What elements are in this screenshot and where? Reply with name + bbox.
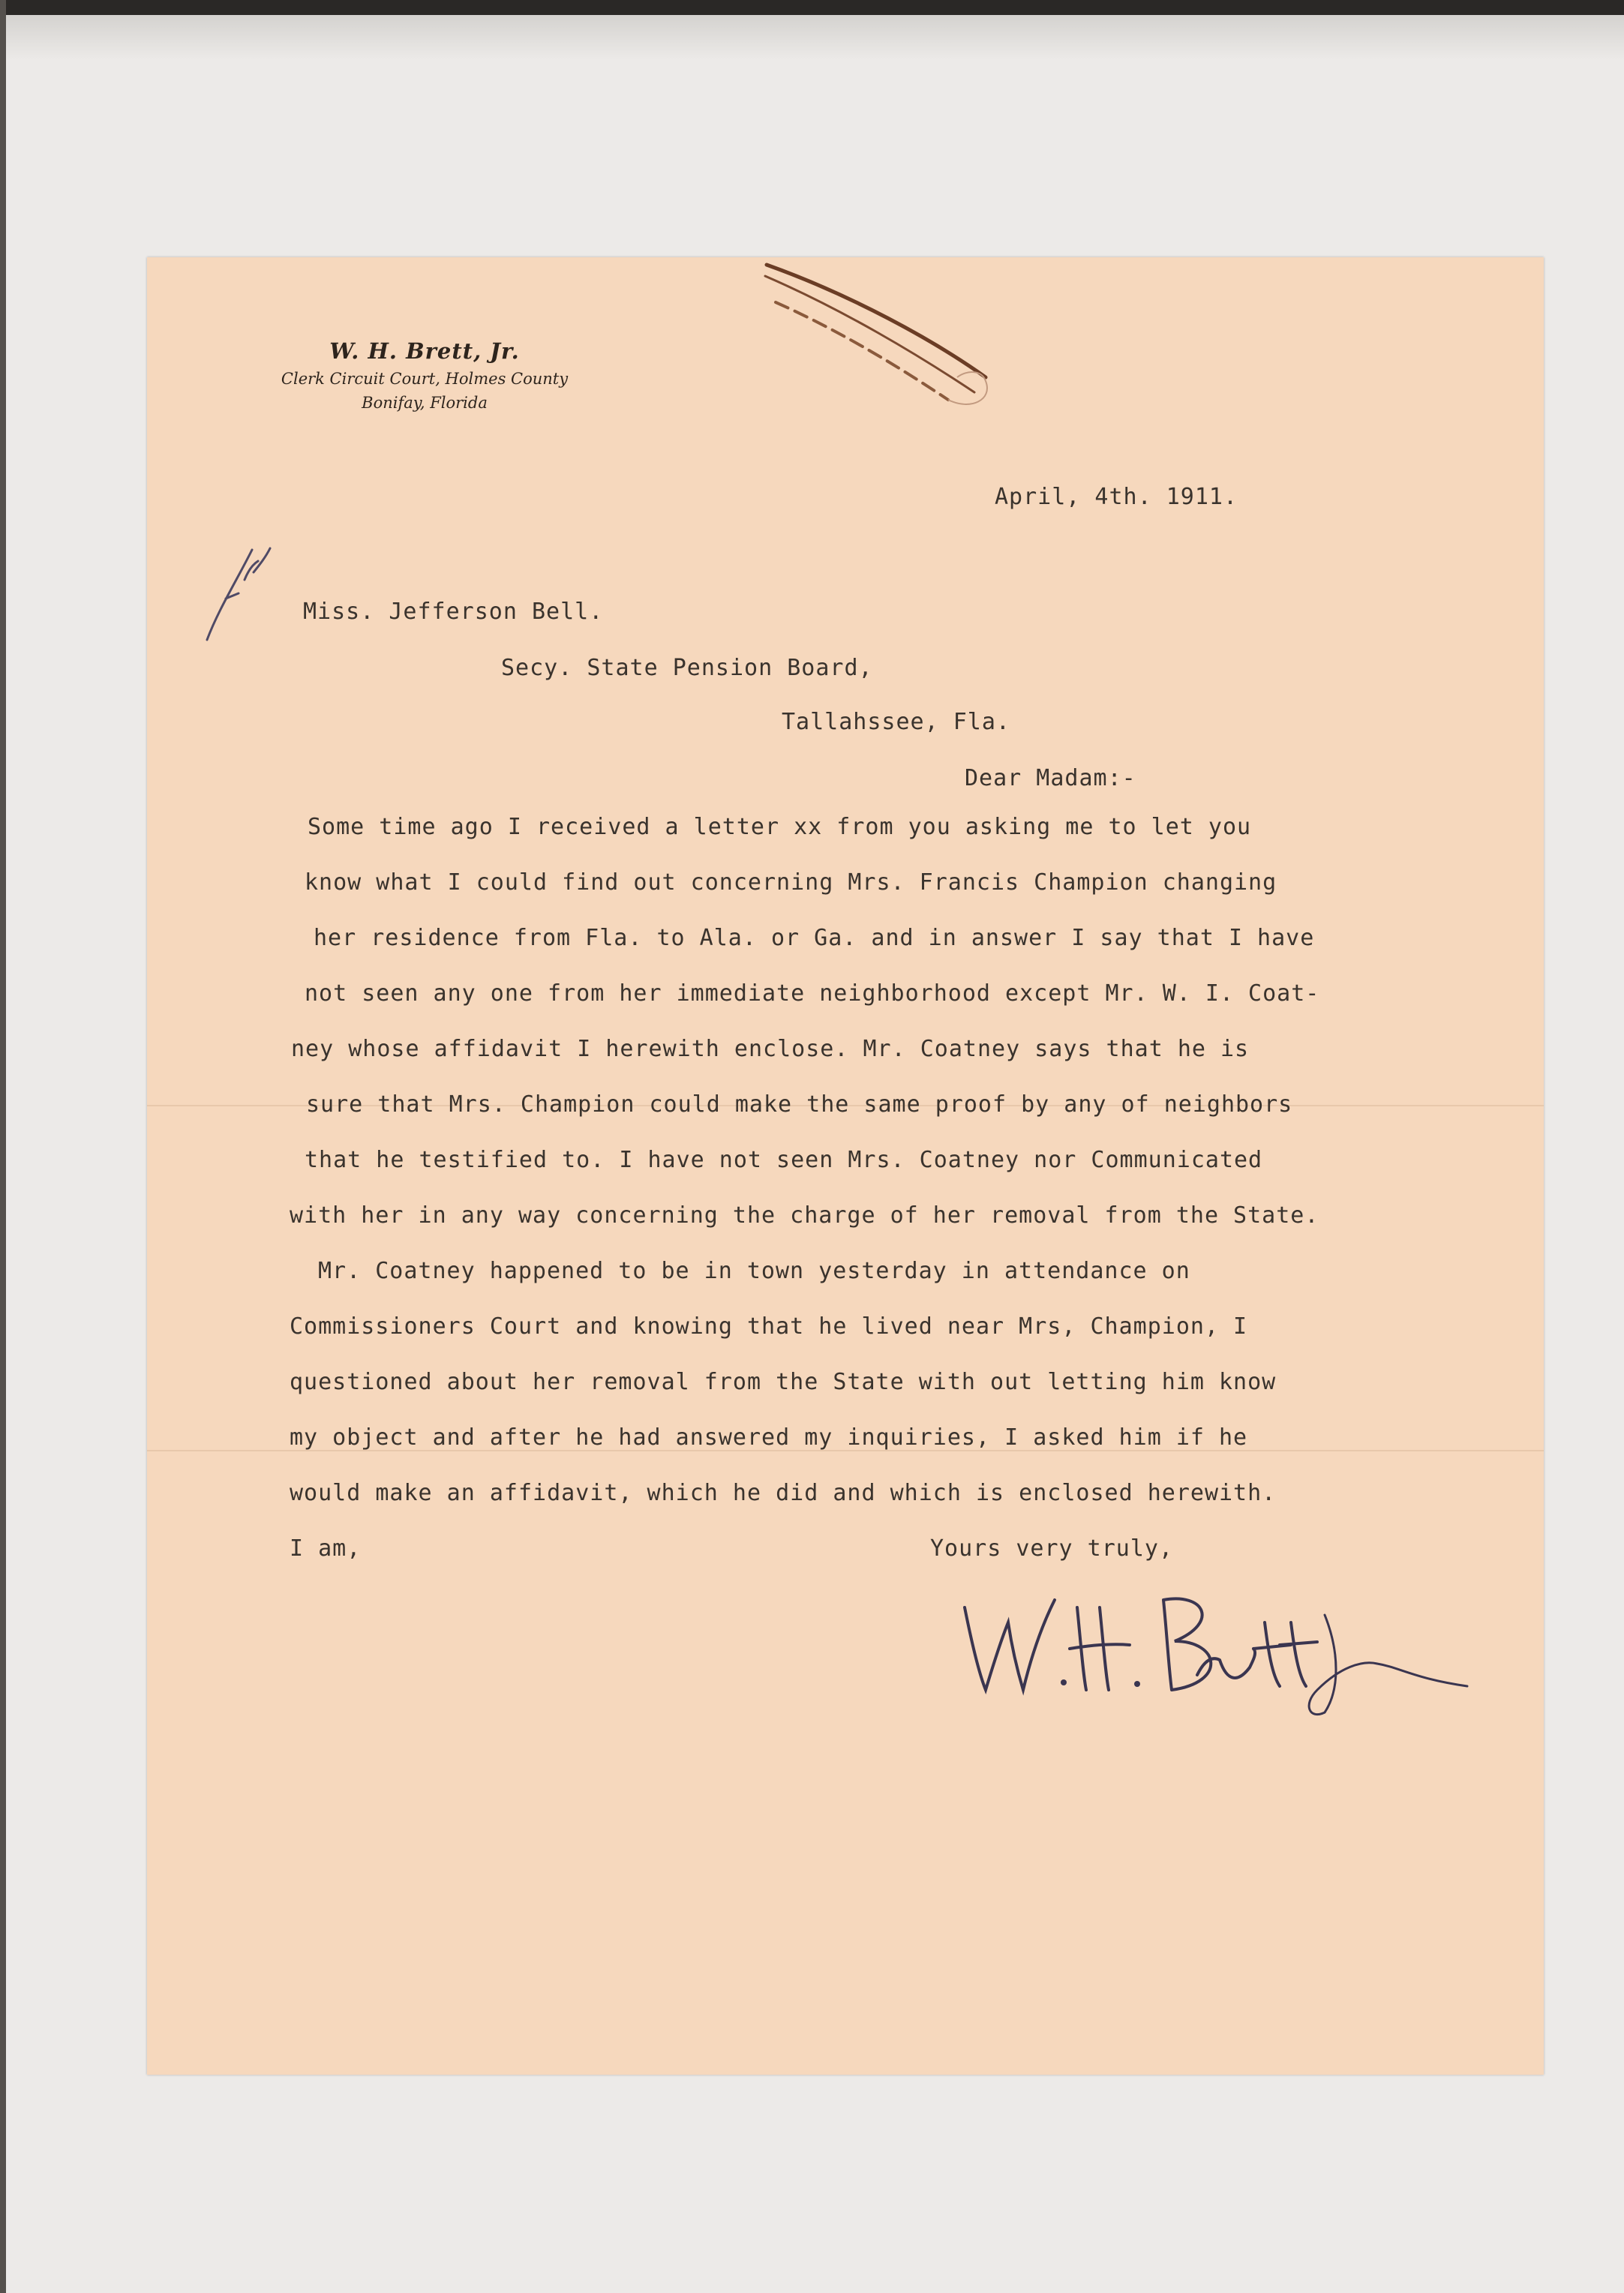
closing-right: Yours very truly, [930,1535,1174,1562]
letterhead [252,338,597,412]
body-line: that he testified to. I have not seen Mrs. Coatney nor Communicated [305,1147,1263,1173]
body-line: know what I could find out concerning Mrs. Francis Champion changing [305,869,1277,896]
letter-sheet [147,257,1544,2075]
letterhead-title: Clerk Circuit Court, Holmes County [281,370,569,388]
body-line: would make an affidavit, which he did and which is enclosed herewith. [290,1480,1277,1506]
body-line: Mr. Coatney happened to be in town yesterday in attendance on [318,1258,1190,1284]
body-line: sure that Mrs. Champion could make the same proof by any of neighbors [306,1091,1293,1118]
body-line: Some time ago I received a letter xx from you asking me to let you [308,814,1252,840]
scanner-shadow-band [6,15,1624,60]
handwritten-file-note [192,535,275,647]
letter-date: April, 4th. 1911. [995,484,1238,510]
salutation: Dear Madam:- [965,765,1136,791]
recipient-name: Miss. Jefferson Bell. [303,599,604,625]
closing-left: I am, [290,1535,362,1562]
scanner-left-edge [0,0,6,2293]
letterhead-name: W. H. Brett, Jr. [329,338,520,364]
recipient-position: Secy. State Pension Board, [501,655,873,681]
body-line: ney whose affidavit I herewith enclose. Mr. Coatney says that he is [291,1036,1250,1062]
recipient-city: Tallahssee, Fla. [782,709,1010,735]
scanner-top-edge [0,0,1624,15]
body-line: my object and after he had answered my inquiries, I asked him if he [290,1424,1248,1451]
paper-clip-mark [761,257,1106,415]
body-line: with her in any way concerning the charge of her removal from the State. [290,1202,1319,1229]
body-line: her residence from Fla. to Ala. or Ga. and in answer I say that I have [314,925,1315,951]
body-line: questioned about her removal from the State with out letting him know [290,1369,1277,1395]
body-line: Commissioners Court and knowing that he lived near Mrs, Champion, I [290,1313,1248,1340]
handwritten-signature [950,1577,1475,1720]
letterhead-location: Bonifay, Florida [362,394,488,412]
body-line: not seen any one from her immediate neighborhood except Mr. W. I. Coat- [305,980,1320,1007]
